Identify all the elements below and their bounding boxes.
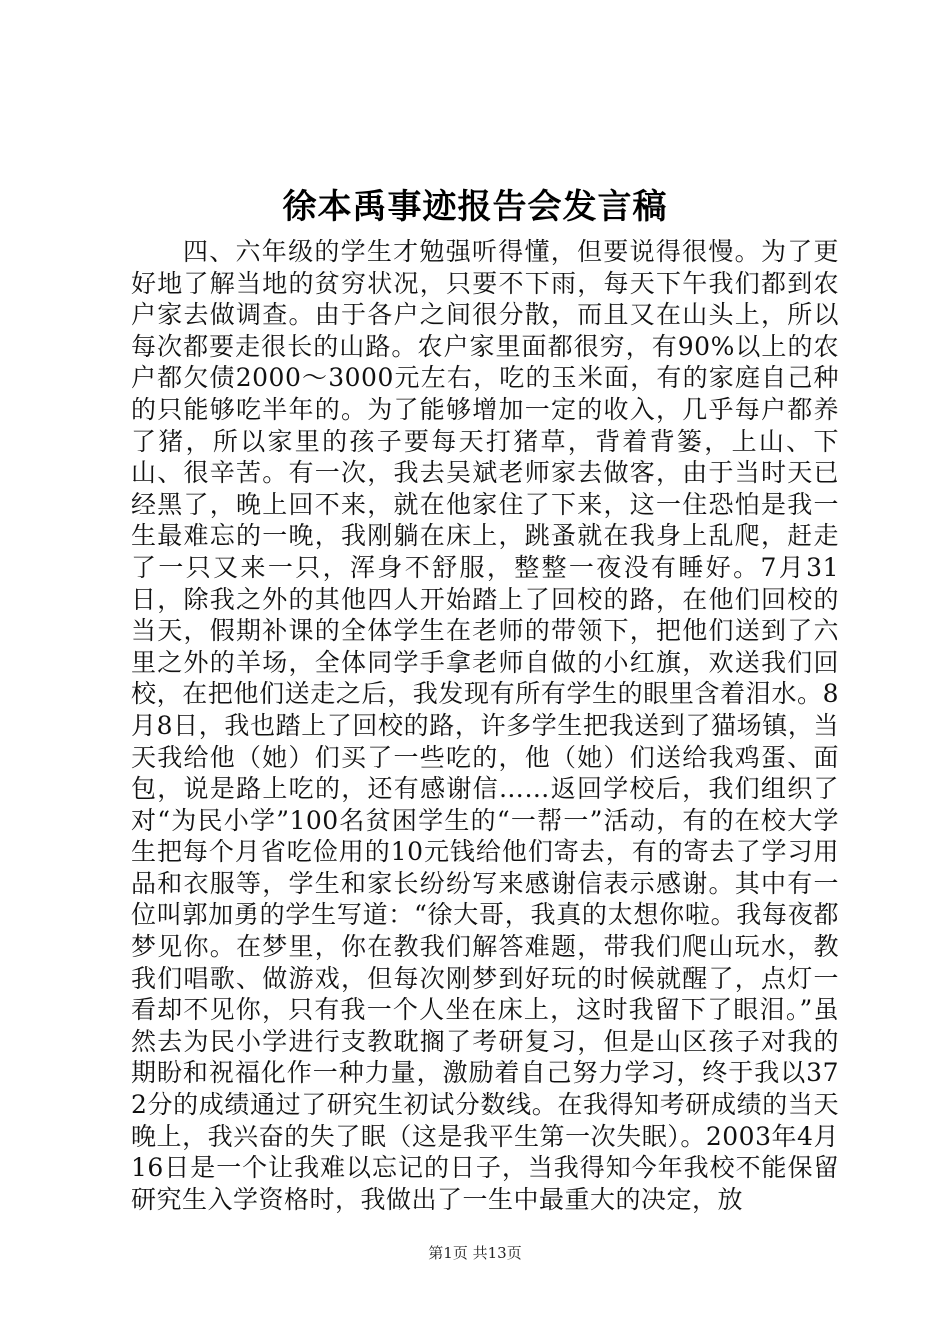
page-number: 第1页 共13页 bbox=[428, 1244, 522, 1262]
body-paragraph: 四、六年级的学生才勉强听得懂，但要说得很慢。为了更好地了解当地的贫穷状况，只要不下雨，每天下午我们都到农户家去做调查。由于各户之间很分散，而且又在山头上，所以每次都要走很长的山路。农户家里面都很穷，有90%以上的农户都欠债2000～3000元左右，吃的玉米面，有的家庭自己种的只能够吃半年的。为了能够增加一定的收入，几乎每户都养了猪，所以家里的孩子要每天打猪草，背着背篓，上山、下山、很辛苦。有一次，我去吴斌老师家去做客，由于当时天已经黑了，晚上回不来，就在他家住了下来，这一住恐怕是我一生最难忘的一晚，我刚躺在床上，跳蚤就在我身上乱爬，赶走了一只又来一只，浑身不舒服，整整一夜没有睡好。7月31日，除我之外的其他四人开始踏上了回校的路，在他们回校的当天，假期补课的全体学生在老师的带领下，把他们送到了六里之外的羊场，全体同学手拿老师自做的小红旗，欢送我们回校，在把他们送走之后，我发现有所有学生的眼里含着泪水。8月8日，我也踏上了回校的路，许多学生把我送到了猫场镇，当天我给他（她）们买了一些吃的，他（她）们送给我鸡蛋、面包，说是路上吃的，还有感谢信……返回学校后，我们组织了对“为民小学”100名贫困学生的“一帮一”活动，有的在校大学生把每个月省吃俭用的10元钱给他们寄去，有的寄去了学习用品和衣服等，学生和家长纷纷写来感谢信表示感谢。其中有一位叫郭加勇的学生写道：“徐大哥，我真的太想你啦。我每夜都梦见你。在梦里，你在教我们解答难题，带我们爬山玩水，教我们唱歌、做游戏，但每次刚梦到好玩的时候就醒了，点灯一看却不见你，只有我一个人坐在床上，这时我留下了眼泪。”虽然去为民小学进行支教耽搁了考研复习，但是山区孩子对我的期盼和祝福化作一种力量，激励着自己努力学习，终于我以372分的成绩通过了研究生初试分数线。在我得知考研成绩的当天晚上，我兴奋的失了眠（这是我平生第一次失眠）。2003年4月16日是一个让我难以忘记的日子，当我得知今年我校不能保留研究生入学资格时，我做出了一生中最重大的决定，放 bbox=[131, 237, 839, 1214]
document-title: 徐本禹事迹报告会发言稿 bbox=[282, 187, 668, 227]
